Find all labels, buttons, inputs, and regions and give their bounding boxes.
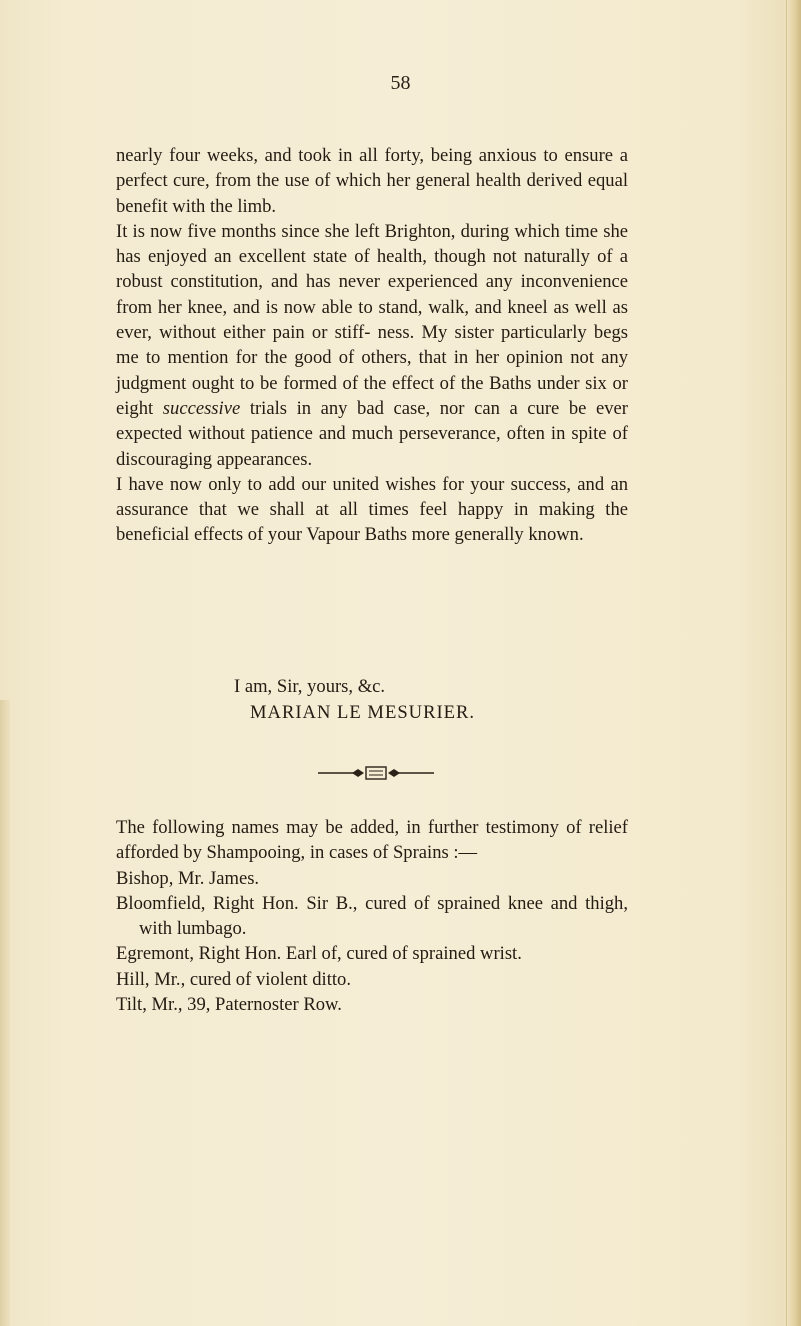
page-edge-right [786,0,801,1326]
names-intro: The following names may be added, in further testimony of relief afforded by Shampooing, in cases of Sprains :— [116,817,628,864]
paragraph-recovery-text: It is now five months since she left Brighton, during which time she has enjoyed an excellent state of health, though not naturally of a robust constitution, and has never experienced any inconvenience from her knee, and is now able to stand, walk, and kneel as well as ever, without either pain or stiff- ness. My sister particularly begs me to mention for the good of others, that in her opinion not any judgment ought to be formed of the effect of the Baths under six or eight [116,220,628,419]
italic-word: successive [162,397,241,419]
testimony-names [116,815,628,1017]
list-item: Bloomfield, Right Hon. Sir B., cured of sprained knee and thigh, with lumbago. [116,892,628,940]
page-number: 58 [390,72,411,94]
list-item: Egremont, Right Hon. Earl of, cured of sprained wrist. [116,943,522,965]
signature: MARIAN LE MESURIER. [250,702,476,723]
paragraph-continuation: nearly four weeks, and took in all forty, being anxious to ensure a perfect cure, from the use of which her general health derived equal benefit with the limb. [116,145,628,217]
closing-line: I am, Sir, yours, &c. [234,676,386,697]
paragraph-wishes: I have now only to add our united wishes for your success, and an assurance that we shall at all times feel happy in making the beneficial effects of your Vapour Baths more generally known. [116,473,628,546]
paragraph-recovery-tail: trials in any bad case, nor can a cure be ever expected without patience and much perseverance, often in spite of discouraging appearances. [116,397,629,470]
page-edge-left [0,700,10,1326]
paragraph-recovery [116,219,628,472]
list-item: Tilt, Mr., 39, Paternoster Row. [116,994,342,1016]
list-item: Bishop, Mr. James. [116,867,260,889]
list-item: Hill, Mr., cured of violent ditto. [116,968,351,990]
divider-ornament [316,764,436,782]
letter-body [116,143,628,548]
